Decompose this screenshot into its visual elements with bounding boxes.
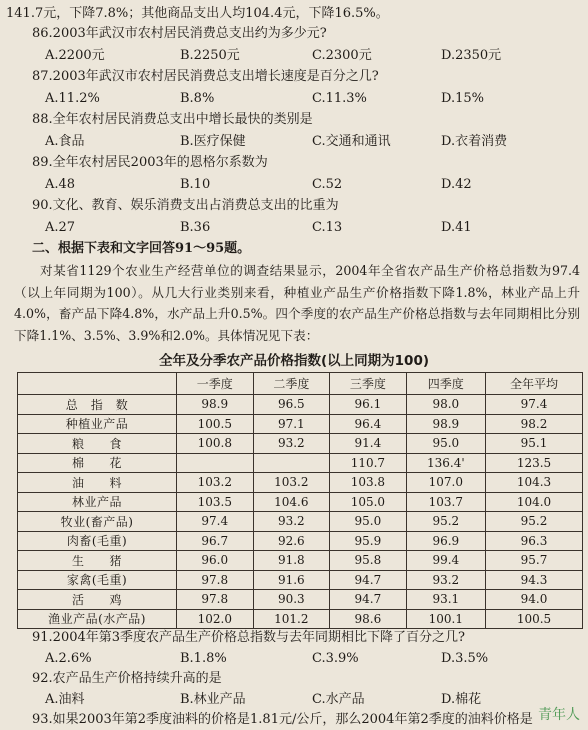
table-row-label: 棉 花 [18,453,177,473]
table-cell: 110.7 [330,453,407,473]
question-88: 88.全年农村居民消费总支出中增长最快的类别是 [32,112,313,127]
table-cell: 104.3 [485,473,582,493]
table-cell: 104.0 [485,492,582,512]
table-cell: 95.1 [485,434,582,454]
table-cell: 95.2 [406,512,485,532]
table-row [18,609,583,629]
table-cell: 103.2 [253,473,330,493]
table-row [18,453,583,473]
q88-option-c: C.交通和通讯 [312,134,391,149]
table-cell: 101.2 [253,609,330,629]
question-91: 91.2004年第3季度农产品生产价格总指数与去年同期相比下降了百分之几? [32,630,465,645]
intro-paragraph: 对某省1129个农业生产经营单位的调查结果显示，2004年全省农产品生产价格总指数为97.4（以上年同期为100）。从几大行业类别来看，种植业产品生产价格指数下降1.8%，林业产品上升4.0%，畜产品下降4.8%，水产品上升0.5%。四个季度的农产品生产价格总指数与去年同期相比分别下降1.1%、3.5%、3.9%和2.0%。具体情况见下表： [14,263,580,343]
table-cell: 90.3 [253,590,330,610]
header-annual: 全年平均 [485,373,582,395]
table-row [18,512,583,532]
header-item [18,373,177,395]
q89-option-a: A.48 [45,177,76,192]
table-cell: 100.5 [177,414,254,434]
table-cell: 103.5 [177,492,254,512]
table-cell: 95.9 [330,531,407,551]
table-cell: 96.3 [485,531,582,551]
table-caption: 全年及分季农产品价格指数(以上同期为100) [158,353,430,369]
table-cell: 94.7 [330,570,407,590]
table-row-label: 牧业(畜产品) [18,512,177,532]
q88-option-b: B.医疗保健 [180,134,246,149]
q87-option-c: C.11.3% [312,91,367,106]
q91-option-a: A.2.6% [45,651,92,666]
table-cell: 123.5 [485,453,582,473]
q92-option-d: D.棉花 [441,692,482,707]
q91-option-c: C.3.9% [312,651,359,666]
q89-option-b: B.10 [180,177,211,192]
table-cell: 93.2 [253,512,330,532]
table-cell: 104.6 [253,492,330,512]
header-q2: 二季度 [253,373,330,395]
q90-option-d: D.41 [441,220,472,235]
table-row [18,551,583,571]
header-q4: 四季度 [406,373,485,395]
table-cell: 95.8 [330,551,407,571]
q87-option-b: B.8% [180,91,215,106]
table-cell: 95.7 [485,551,582,571]
table-cell: 107.0 [406,473,485,493]
table-cell: 94.3 [485,570,582,590]
table-cell: 96.9 [406,531,485,551]
table-cell: 100.8 [177,434,254,454]
question-92: 92.农产品生产价格持续升高的是 [32,671,222,686]
table-row-label: 种植业产品 [18,414,177,434]
table-cell [177,453,254,473]
table-cell: 94.7 [330,590,407,610]
table-cell: 94.0 [485,590,582,610]
q91-option-d: D.3.5% [441,651,489,666]
table-cell: 96.4 [330,414,407,434]
q92-option-c: C.水产品 [312,692,365,707]
table-row-label: 总 指 数 [18,395,177,415]
price-index-table [17,372,583,629]
top-line: 141.7元，下降7.8%；其他商品支出人均104.4元，下降16.5%。 [6,6,389,21]
table-row-label: 肉畜(毛重) [18,531,177,551]
table-cell: 93.2 [406,570,485,590]
table-row [18,531,583,551]
table-cell: 98.6 [330,609,407,629]
table-cell: 97.4 [485,395,582,415]
table-cell: 99.4 [406,551,485,571]
q87-option-d: D.15% [441,91,484,106]
q86-option-b: B.2250元 [180,48,240,63]
table-cell: 93.2 [253,434,330,454]
q89-option-d: D.42 [441,177,472,192]
table-cell: 96.5 [253,395,330,415]
table-cell: 97.1 [253,414,330,434]
table-row-label: 家禽(毛重) [18,570,177,590]
table-row [18,492,583,512]
table-cell: 92.6 [253,531,330,551]
table-row [18,570,583,590]
q90-option-a: A.27 [45,220,76,235]
table-cell: 105.0 [330,492,407,512]
table-cell: 93.1 [406,590,485,610]
table-row-label: 粮 食 [18,434,177,454]
header-q3: 三季度 [330,373,407,395]
table-cell: 98.9 [177,395,254,415]
table-row-label: 林业产品 [18,492,177,512]
q90-option-b: B.36 [180,220,211,235]
table-header-row [18,373,583,395]
table-cell: 98.0 [406,395,485,415]
table-cell: 95.0 [406,434,485,454]
section-title: 二、根据下表和文字回答91～95题。 [32,241,251,256]
table-cell: 136.4' [406,453,485,473]
q86-option-a: A.2200元 [45,48,105,63]
table-row [18,590,583,610]
table-cell: 97.8 [177,590,254,610]
q88-option-a: A.食品 [45,134,85,149]
table-cell: 96.1 [330,395,407,415]
table-cell: 98.9 [406,414,485,434]
question-86: 86.2003年武汉市农村居民消费总支出约为多少元? [32,26,327,41]
table-cell: 91.6 [253,570,330,590]
table-cell: 100.1 [406,609,485,629]
table-row-label: 活 鸡 [18,590,177,610]
table-row [18,395,583,415]
question-93: 93.如果2003年第2季度油料的价格是1.81元/公斤，那么2004年第2季度的油料价格是 [32,712,533,727]
question-90: 90.文化、教育、娱乐消费支出占消费总支出的比重为 [32,198,339,213]
table-cell: 97.8 [177,570,254,590]
table-cell [253,453,330,473]
table-cell: 103.2 [177,473,254,493]
table-cell: 100.5 [485,609,582,629]
table-cell: 97.4 [177,512,254,532]
table-row-label: 油 料 [18,473,177,493]
table-cell: 96.7 [177,531,254,551]
table-cell: 102.0 [177,609,254,629]
q91-option-b: B.1.8% [180,651,227,666]
table-row-label: 渔业产品(水产品) [18,609,177,629]
q86-option-d: D.2350元 [441,48,502,63]
watermark-logo: 青年人 [538,707,580,723]
table-cell: 98.2 [485,414,582,434]
table-row [18,414,583,434]
question-87: 87.2003年武汉市农村居民消费总支出增长速度是百分之几? [32,69,379,84]
q92-option-a: A.油料 [45,692,85,707]
table-row-label: 生 猪 [18,551,177,571]
table-row [18,434,583,454]
table-cell: 103.7 [406,492,485,512]
table-cell: 91.8 [253,551,330,571]
table-cell: 91.4 [330,434,407,454]
q86-option-c: C.2300元 [312,48,372,63]
table-row [18,473,583,493]
table-cell: 103.8 [330,473,407,493]
question-89: 89.全年农村居民2003年的恩格尔系数为 [32,155,268,170]
table-cell: 95.2 [485,512,582,532]
q89-option-c: C.52 [312,177,343,192]
table-cell: 96.0 [177,551,254,571]
header-q1: 一季度 [177,373,254,395]
q88-option-d: D.衣着消费 [441,134,508,149]
q92-option-b: B.林业产品 [180,692,246,707]
q87-option-a: A.11.2% [45,91,100,106]
q90-option-c: C.13 [312,220,343,235]
table-cell: 95.0 [330,512,407,532]
